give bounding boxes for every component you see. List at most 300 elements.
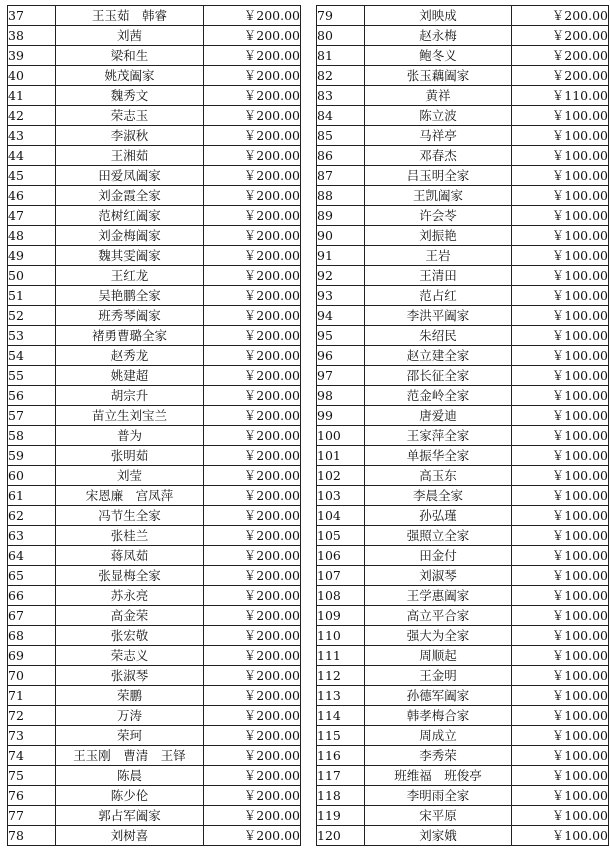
donation-amount: ￥200.00 bbox=[204, 766, 301, 786]
row-number: 99 bbox=[317, 406, 365, 426]
donor-name: 刘金霞全家 bbox=[56, 186, 204, 206]
donation-amount: ￥200.00 bbox=[204, 446, 301, 466]
table-row bbox=[8, 706, 301, 726]
table-row bbox=[317, 6, 609, 26]
table-row bbox=[317, 546, 609, 566]
donation-amount: ￥100.00 bbox=[512, 386, 609, 406]
row-number: 82 bbox=[317, 66, 365, 86]
row-number: 67 bbox=[8, 606, 56, 626]
donor-name: 赵立建全家 bbox=[365, 346, 512, 366]
donor-table-left bbox=[7, 5, 301, 846]
donation-amount: ￥200.00 bbox=[204, 646, 301, 666]
donor-name: 宋平原 bbox=[365, 806, 512, 826]
donation-amount: ￥110.00 bbox=[512, 86, 609, 106]
donation-amount: ￥100.00 bbox=[512, 526, 609, 546]
row-number: 39 bbox=[8, 46, 56, 66]
donor-name: 王金明 bbox=[365, 666, 512, 686]
table-row bbox=[317, 266, 609, 286]
row-number: 45 bbox=[8, 166, 56, 186]
row-number: 97 bbox=[317, 366, 365, 386]
table-row bbox=[317, 646, 609, 666]
donor-name: 王清田 bbox=[365, 266, 512, 286]
donor-name: 班维福 班俊亭 bbox=[365, 766, 512, 786]
donor-name: 朱绍民 bbox=[365, 326, 512, 346]
row-number: 109 bbox=[317, 606, 365, 626]
donor-name: 刘莹 bbox=[56, 466, 204, 486]
table-row bbox=[8, 686, 301, 706]
donor-name: 苗立生刘宝兰 bbox=[56, 406, 204, 426]
donation-amount: ￥200.00 bbox=[204, 426, 301, 446]
row-number: 58 bbox=[8, 426, 56, 446]
row-number: 120 bbox=[317, 826, 365, 846]
donor-name: 范树红阖家 bbox=[56, 206, 204, 226]
table-row bbox=[317, 746, 609, 766]
donor-name: 吴艳鹏全家 bbox=[56, 286, 204, 306]
row-number: 66 bbox=[8, 586, 56, 606]
row-number: 65 bbox=[8, 566, 56, 586]
table-row bbox=[8, 146, 301, 166]
row-number: 60 bbox=[8, 466, 56, 486]
row-number: 44 bbox=[8, 146, 56, 166]
donor-name: 冯节生全家 bbox=[56, 506, 204, 526]
donor-name: 姚茂阖家 bbox=[56, 66, 204, 86]
donor-name: 范占红 bbox=[365, 286, 512, 306]
row-number: 46 bbox=[8, 186, 56, 206]
donation-amount: ￥200.00 bbox=[512, 26, 609, 46]
row-number: 48 bbox=[8, 226, 56, 246]
table-row bbox=[8, 646, 301, 666]
row-number: 78 bbox=[8, 826, 56, 846]
donation-amount: ￥200.00 bbox=[204, 246, 301, 266]
row-number: 47 bbox=[8, 206, 56, 226]
row-number: 84 bbox=[317, 106, 365, 126]
row-number: 63 bbox=[8, 526, 56, 546]
row-number: 76 bbox=[8, 786, 56, 806]
row-number: 40 bbox=[8, 66, 56, 86]
donor-name: 刘金梅阖家 bbox=[56, 226, 204, 246]
donor-name: 王家萍全家 bbox=[365, 426, 512, 446]
donation-amount: ￥200.00 bbox=[204, 186, 301, 206]
donation-amount: ￥200.00 bbox=[204, 786, 301, 806]
table-row bbox=[317, 766, 609, 786]
donor-name: 郭占军阖家 bbox=[56, 806, 204, 826]
table-row bbox=[317, 66, 609, 86]
table-row bbox=[317, 86, 609, 106]
donation-amount: ￥100.00 bbox=[512, 806, 609, 826]
table-row bbox=[8, 466, 301, 486]
row-number: 55 bbox=[8, 366, 56, 386]
donation-amount: ￥200.00 bbox=[204, 166, 301, 186]
donor-name: 王凯阖家 bbox=[365, 186, 512, 206]
donation-amount: ￥100.00 bbox=[512, 726, 609, 746]
donation-amount: ￥200.00 bbox=[204, 586, 301, 606]
row-number: 77 bbox=[8, 806, 56, 826]
donation-amount: ￥200.00 bbox=[512, 6, 609, 26]
table-row bbox=[317, 246, 609, 266]
table-row bbox=[8, 426, 301, 446]
row-number: 101 bbox=[317, 446, 365, 466]
donation-amount: ￥100.00 bbox=[512, 586, 609, 606]
row-number: 75 bbox=[8, 766, 56, 786]
table-row bbox=[317, 686, 609, 706]
donation-amount: ￥200.00 bbox=[204, 706, 301, 726]
table-row bbox=[8, 746, 301, 766]
row-number: 100 bbox=[317, 426, 365, 446]
donation-amount: ￥100.00 bbox=[512, 246, 609, 266]
donor-name: 黄祥 bbox=[365, 86, 512, 106]
row-number: 86 bbox=[317, 146, 365, 166]
donation-amount: ￥100.00 bbox=[512, 226, 609, 246]
table-row bbox=[317, 706, 609, 726]
donation-amount: ￥100.00 bbox=[512, 406, 609, 426]
row-number: 74 bbox=[8, 746, 56, 766]
table-row bbox=[317, 366, 609, 386]
table-row bbox=[8, 306, 301, 326]
table-row bbox=[317, 106, 609, 126]
donation-amount: ￥200.00 bbox=[204, 206, 301, 226]
table-row bbox=[8, 66, 301, 86]
donor-name: 陈晨 bbox=[56, 766, 204, 786]
table-row bbox=[317, 226, 609, 246]
donation-amount: ￥100.00 bbox=[512, 606, 609, 626]
table-row bbox=[8, 766, 301, 786]
row-number: 92 bbox=[317, 266, 365, 286]
row-number: 54 bbox=[8, 346, 56, 366]
table-row bbox=[317, 26, 609, 46]
donor-name: 邵长征全家 bbox=[365, 366, 512, 386]
donation-amount: ￥200.00 bbox=[204, 566, 301, 586]
donation-amount: ￥100.00 bbox=[512, 186, 609, 206]
donation-amount: ￥200.00 bbox=[204, 726, 301, 746]
donation-amount: ￥200.00 bbox=[204, 286, 301, 306]
table-row bbox=[8, 586, 301, 606]
donation-amount: ￥200.00 bbox=[204, 106, 301, 126]
row-number: 56 bbox=[8, 386, 56, 406]
donor-name: 荣志义 bbox=[56, 646, 204, 666]
table-row bbox=[8, 666, 301, 686]
row-number: 119 bbox=[317, 806, 365, 826]
table-row bbox=[8, 566, 301, 586]
table-row bbox=[317, 186, 609, 206]
row-number: 83 bbox=[317, 86, 365, 106]
donation-amount: ￥100.00 bbox=[512, 826, 609, 846]
donation-amount: ￥100.00 bbox=[512, 766, 609, 786]
donor-name: 单振华全家 bbox=[365, 446, 512, 466]
donation-amount: ￥100.00 bbox=[512, 626, 609, 646]
row-number: 116 bbox=[317, 746, 365, 766]
table-row bbox=[8, 86, 301, 106]
row-number: 118 bbox=[317, 786, 365, 806]
table-row bbox=[317, 446, 609, 466]
donation-amount: ￥200.00 bbox=[204, 266, 301, 286]
row-number: 37 bbox=[8, 6, 56, 26]
table-row bbox=[8, 526, 301, 546]
donor-name: 张显梅全家 bbox=[56, 566, 204, 586]
donor-name: 王玉刚 曹清 王铎 bbox=[56, 746, 204, 766]
row-number: 53 bbox=[8, 326, 56, 346]
donor-name: 周成立 bbox=[365, 726, 512, 746]
row-number: 98 bbox=[317, 386, 365, 406]
donation-amount: ￥200.00 bbox=[512, 46, 609, 66]
donation-amount: ￥100.00 bbox=[512, 546, 609, 566]
row-number: 70 bbox=[8, 666, 56, 686]
donor-name: 苏永亮 bbox=[56, 586, 204, 606]
table-row bbox=[317, 346, 609, 366]
donor-name: 姚建超 bbox=[56, 366, 204, 386]
donor-name: 赵永梅 bbox=[365, 26, 512, 46]
row-number: 115 bbox=[317, 726, 365, 746]
row-number: 94 bbox=[317, 306, 365, 326]
table-row bbox=[317, 786, 609, 806]
row-number: 107 bbox=[317, 566, 365, 586]
table-row bbox=[317, 506, 609, 526]
donation-amount: ￥100.00 bbox=[512, 746, 609, 766]
table-row bbox=[317, 286, 609, 306]
donor-name: 李秀荣 bbox=[365, 746, 512, 766]
donation-amount: ￥100.00 bbox=[512, 486, 609, 506]
donation-amount: ￥200.00 bbox=[204, 626, 301, 646]
row-number: 62 bbox=[8, 506, 56, 526]
donation-amount: ￥100.00 bbox=[512, 346, 609, 366]
donor-name: 吕玉明全家 bbox=[365, 166, 512, 186]
donor-name: 强照立全家 bbox=[365, 526, 512, 546]
table-row bbox=[317, 826, 609, 846]
table-row bbox=[8, 346, 301, 366]
donor-name: 王红龙 bbox=[56, 266, 204, 286]
donor-name: 陈立波 bbox=[365, 106, 512, 126]
donor-name: 鲍冬义 bbox=[365, 46, 512, 66]
donor-name: 刘淑琴 bbox=[365, 566, 512, 586]
row-number: 104 bbox=[317, 506, 365, 526]
table-row bbox=[317, 386, 609, 406]
donor-name: 周顺起 bbox=[365, 646, 512, 666]
row-number: 64 bbox=[8, 546, 56, 566]
table-row bbox=[8, 366, 301, 386]
table-row bbox=[8, 626, 301, 646]
table-row bbox=[8, 6, 301, 26]
row-number: 79 bbox=[317, 6, 365, 26]
donor-name: 张玉藕阖家 bbox=[365, 66, 512, 86]
donor-name: 孙德军阖家 bbox=[365, 686, 512, 706]
donor-name: 荣珂 bbox=[56, 726, 204, 746]
row-number: 52 bbox=[8, 306, 56, 326]
donation-amount: ￥100.00 bbox=[512, 786, 609, 806]
row-number: 117 bbox=[317, 766, 365, 786]
row-number: 57 bbox=[8, 406, 56, 426]
donation-amount: ￥100.00 bbox=[512, 686, 609, 706]
donor-name: 刘振艳 bbox=[365, 226, 512, 246]
donor-name: 田金付 bbox=[365, 546, 512, 566]
table-row bbox=[317, 586, 609, 606]
donation-amount: ￥200.00 bbox=[204, 306, 301, 326]
table-row bbox=[8, 726, 301, 746]
donation-amount: ￥100.00 bbox=[512, 126, 609, 146]
donor-name: 荣志玉 bbox=[56, 106, 204, 126]
donation-amount: ￥200.00 bbox=[204, 666, 301, 686]
donor-name: 荣鹏 bbox=[56, 686, 204, 706]
donation-amount: ￥200.00 bbox=[204, 406, 301, 426]
row-number: 68 bbox=[8, 626, 56, 646]
row-number: 91 bbox=[317, 246, 365, 266]
donor-name: 高玉东 bbox=[365, 466, 512, 486]
row-number: 96 bbox=[317, 346, 365, 366]
table-row bbox=[317, 726, 609, 746]
donor-name: 班秀琴阖家 bbox=[56, 306, 204, 326]
table-row bbox=[317, 126, 609, 146]
table-row bbox=[8, 266, 301, 286]
row-number: 73 bbox=[8, 726, 56, 746]
table-row bbox=[317, 626, 609, 646]
row-number: 61 bbox=[8, 486, 56, 506]
donor-name: 刘映成 bbox=[365, 6, 512, 26]
table-row bbox=[8, 246, 301, 266]
row-number: 51 bbox=[8, 286, 56, 306]
donor-name: 高金荣 bbox=[56, 606, 204, 626]
donation-amount: ￥200.00 bbox=[204, 26, 301, 46]
donor-name: 王湘茹 bbox=[56, 146, 204, 166]
table-row bbox=[317, 206, 609, 226]
donation-amount: ￥100.00 bbox=[512, 566, 609, 586]
table-row bbox=[317, 326, 609, 346]
row-number: 71 bbox=[8, 686, 56, 706]
row-number: 113 bbox=[317, 686, 365, 706]
table-row bbox=[317, 486, 609, 506]
donation-amount: ￥200.00 bbox=[204, 826, 301, 846]
row-number: 49 bbox=[8, 246, 56, 266]
row-number: 50 bbox=[8, 266, 56, 286]
table-row bbox=[8, 286, 301, 306]
donor-name: 普为 bbox=[56, 426, 204, 446]
donor-name: 韩孝梅合家 bbox=[365, 706, 512, 726]
row-number: 93 bbox=[317, 286, 365, 306]
donation-amount: ￥200.00 bbox=[204, 46, 301, 66]
donor-name: 邓春杰 bbox=[365, 146, 512, 166]
donor-name: 万涛 bbox=[56, 706, 204, 726]
donation-amount: ￥200.00 bbox=[204, 366, 301, 386]
donation-amount: ￥200.00 bbox=[204, 6, 301, 26]
donor-name: 赵秀龙 bbox=[56, 346, 204, 366]
donation-amount: ￥200.00 bbox=[204, 546, 301, 566]
table-row bbox=[8, 446, 301, 466]
donation-amount: ￥100.00 bbox=[512, 166, 609, 186]
donation-amount: ￥200.00 bbox=[204, 806, 301, 826]
donor-name: 田爱凤阖家 bbox=[56, 166, 204, 186]
donation-amount: ￥100.00 bbox=[512, 106, 609, 126]
donation-amount: ￥200.00 bbox=[204, 66, 301, 86]
table-row bbox=[317, 806, 609, 826]
donation-amount: ￥100.00 bbox=[512, 506, 609, 526]
donation-amount: ￥100.00 bbox=[512, 446, 609, 466]
donor-name: 王玉茹 韩睿 bbox=[56, 6, 204, 26]
donation-amount: ￥200.00 bbox=[204, 326, 301, 346]
table-row bbox=[8, 26, 301, 46]
donation-amount: ￥100.00 bbox=[512, 666, 609, 686]
donation-amount: ￥100.00 bbox=[512, 706, 609, 726]
row-number: 41 bbox=[8, 86, 56, 106]
donor-name: 唐爱迪 bbox=[365, 406, 512, 426]
donation-amount: ￥200.00 bbox=[204, 386, 301, 406]
donor-name: 李淑秋 bbox=[56, 126, 204, 146]
donation-amount: ￥200.00 bbox=[512, 66, 609, 86]
donor-name: 王学惠阖家 bbox=[365, 586, 512, 606]
table-row bbox=[317, 146, 609, 166]
row-number: 90 bbox=[317, 226, 365, 246]
table-row bbox=[8, 126, 301, 146]
table-row bbox=[8, 826, 301, 846]
donor-name: 张明茹 bbox=[56, 446, 204, 466]
donation-amount: ￥200.00 bbox=[204, 746, 301, 766]
donation-amount: ￥200.00 bbox=[204, 86, 301, 106]
row-number: 112 bbox=[317, 666, 365, 686]
row-number: 80 bbox=[317, 26, 365, 46]
table-row bbox=[8, 506, 301, 526]
donation-amount: ￥100.00 bbox=[512, 286, 609, 306]
donor-name: 张桂兰 bbox=[56, 526, 204, 546]
table-row bbox=[8, 606, 301, 626]
table-row bbox=[317, 566, 609, 586]
table-row bbox=[8, 386, 301, 406]
table-row bbox=[8, 186, 301, 206]
table-row bbox=[8, 806, 301, 826]
row-number: 87 bbox=[317, 166, 365, 186]
donation-amount: ￥100.00 bbox=[512, 426, 609, 446]
donation-amount: ￥200.00 bbox=[204, 486, 301, 506]
row-number: 102 bbox=[317, 466, 365, 486]
donation-amount: ￥200.00 bbox=[204, 606, 301, 626]
donation-amount: ￥200.00 bbox=[204, 506, 301, 526]
donor-name: 胡宗升 bbox=[56, 386, 204, 406]
donation-amount: ￥100.00 bbox=[512, 366, 609, 386]
row-number: 81 bbox=[317, 46, 365, 66]
donor-name: 李洪平阖家 bbox=[365, 306, 512, 326]
row-number: 69 bbox=[8, 646, 56, 666]
donor-name: 李明雨全家 bbox=[365, 786, 512, 806]
donor-name: 魏秀文 bbox=[56, 86, 204, 106]
table-row bbox=[8, 226, 301, 246]
row-number: 103 bbox=[317, 486, 365, 506]
donor-name: 褚勇曹璐全家 bbox=[56, 326, 204, 346]
donor-name: 蒋凤茹 bbox=[56, 546, 204, 566]
donor-name: 许会苓 bbox=[365, 206, 512, 226]
table-row bbox=[317, 406, 609, 426]
donation-amount: ￥100.00 bbox=[512, 466, 609, 486]
table-row bbox=[317, 46, 609, 66]
donation-amount: ￥100.00 bbox=[512, 646, 609, 666]
table-row bbox=[317, 466, 609, 486]
donor-name: 高立平合家 bbox=[365, 606, 512, 626]
donation-amount: ￥200.00 bbox=[204, 226, 301, 246]
row-number: 111 bbox=[317, 646, 365, 666]
table-row bbox=[8, 546, 301, 566]
donor-name: 张宏敬 bbox=[56, 626, 204, 646]
donation-amount: ￥100.00 bbox=[512, 306, 609, 326]
donor-name: 强大为全家 bbox=[365, 626, 512, 646]
donation-amount: ￥200.00 bbox=[204, 466, 301, 486]
table-row bbox=[8, 46, 301, 66]
table-row bbox=[8, 206, 301, 226]
row-number: 72 bbox=[8, 706, 56, 726]
donor-name: 马祥亭 bbox=[365, 126, 512, 146]
donor-name: 张淑琴 bbox=[56, 666, 204, 686]
donation-amount: ￥200.00 bbox=[204, 146, 301, 166]
donation-amount: ￥100.00 bbox=[512, 266, 609, 286]
donor-table-right bbox=[316, 5, 609, 846]
row-number: 59 bbox=[8, 446, 56, 466]
row-number: 110 bbox=[317, 626, 365, 646]
donor-name: 宋恩廉 宫凤萍 bbox=[56, 486, 204, 506]
row-number: 105 bbox=[317, 526, 365, 546]
table-row bbox=[317, 666, 609, 686]
